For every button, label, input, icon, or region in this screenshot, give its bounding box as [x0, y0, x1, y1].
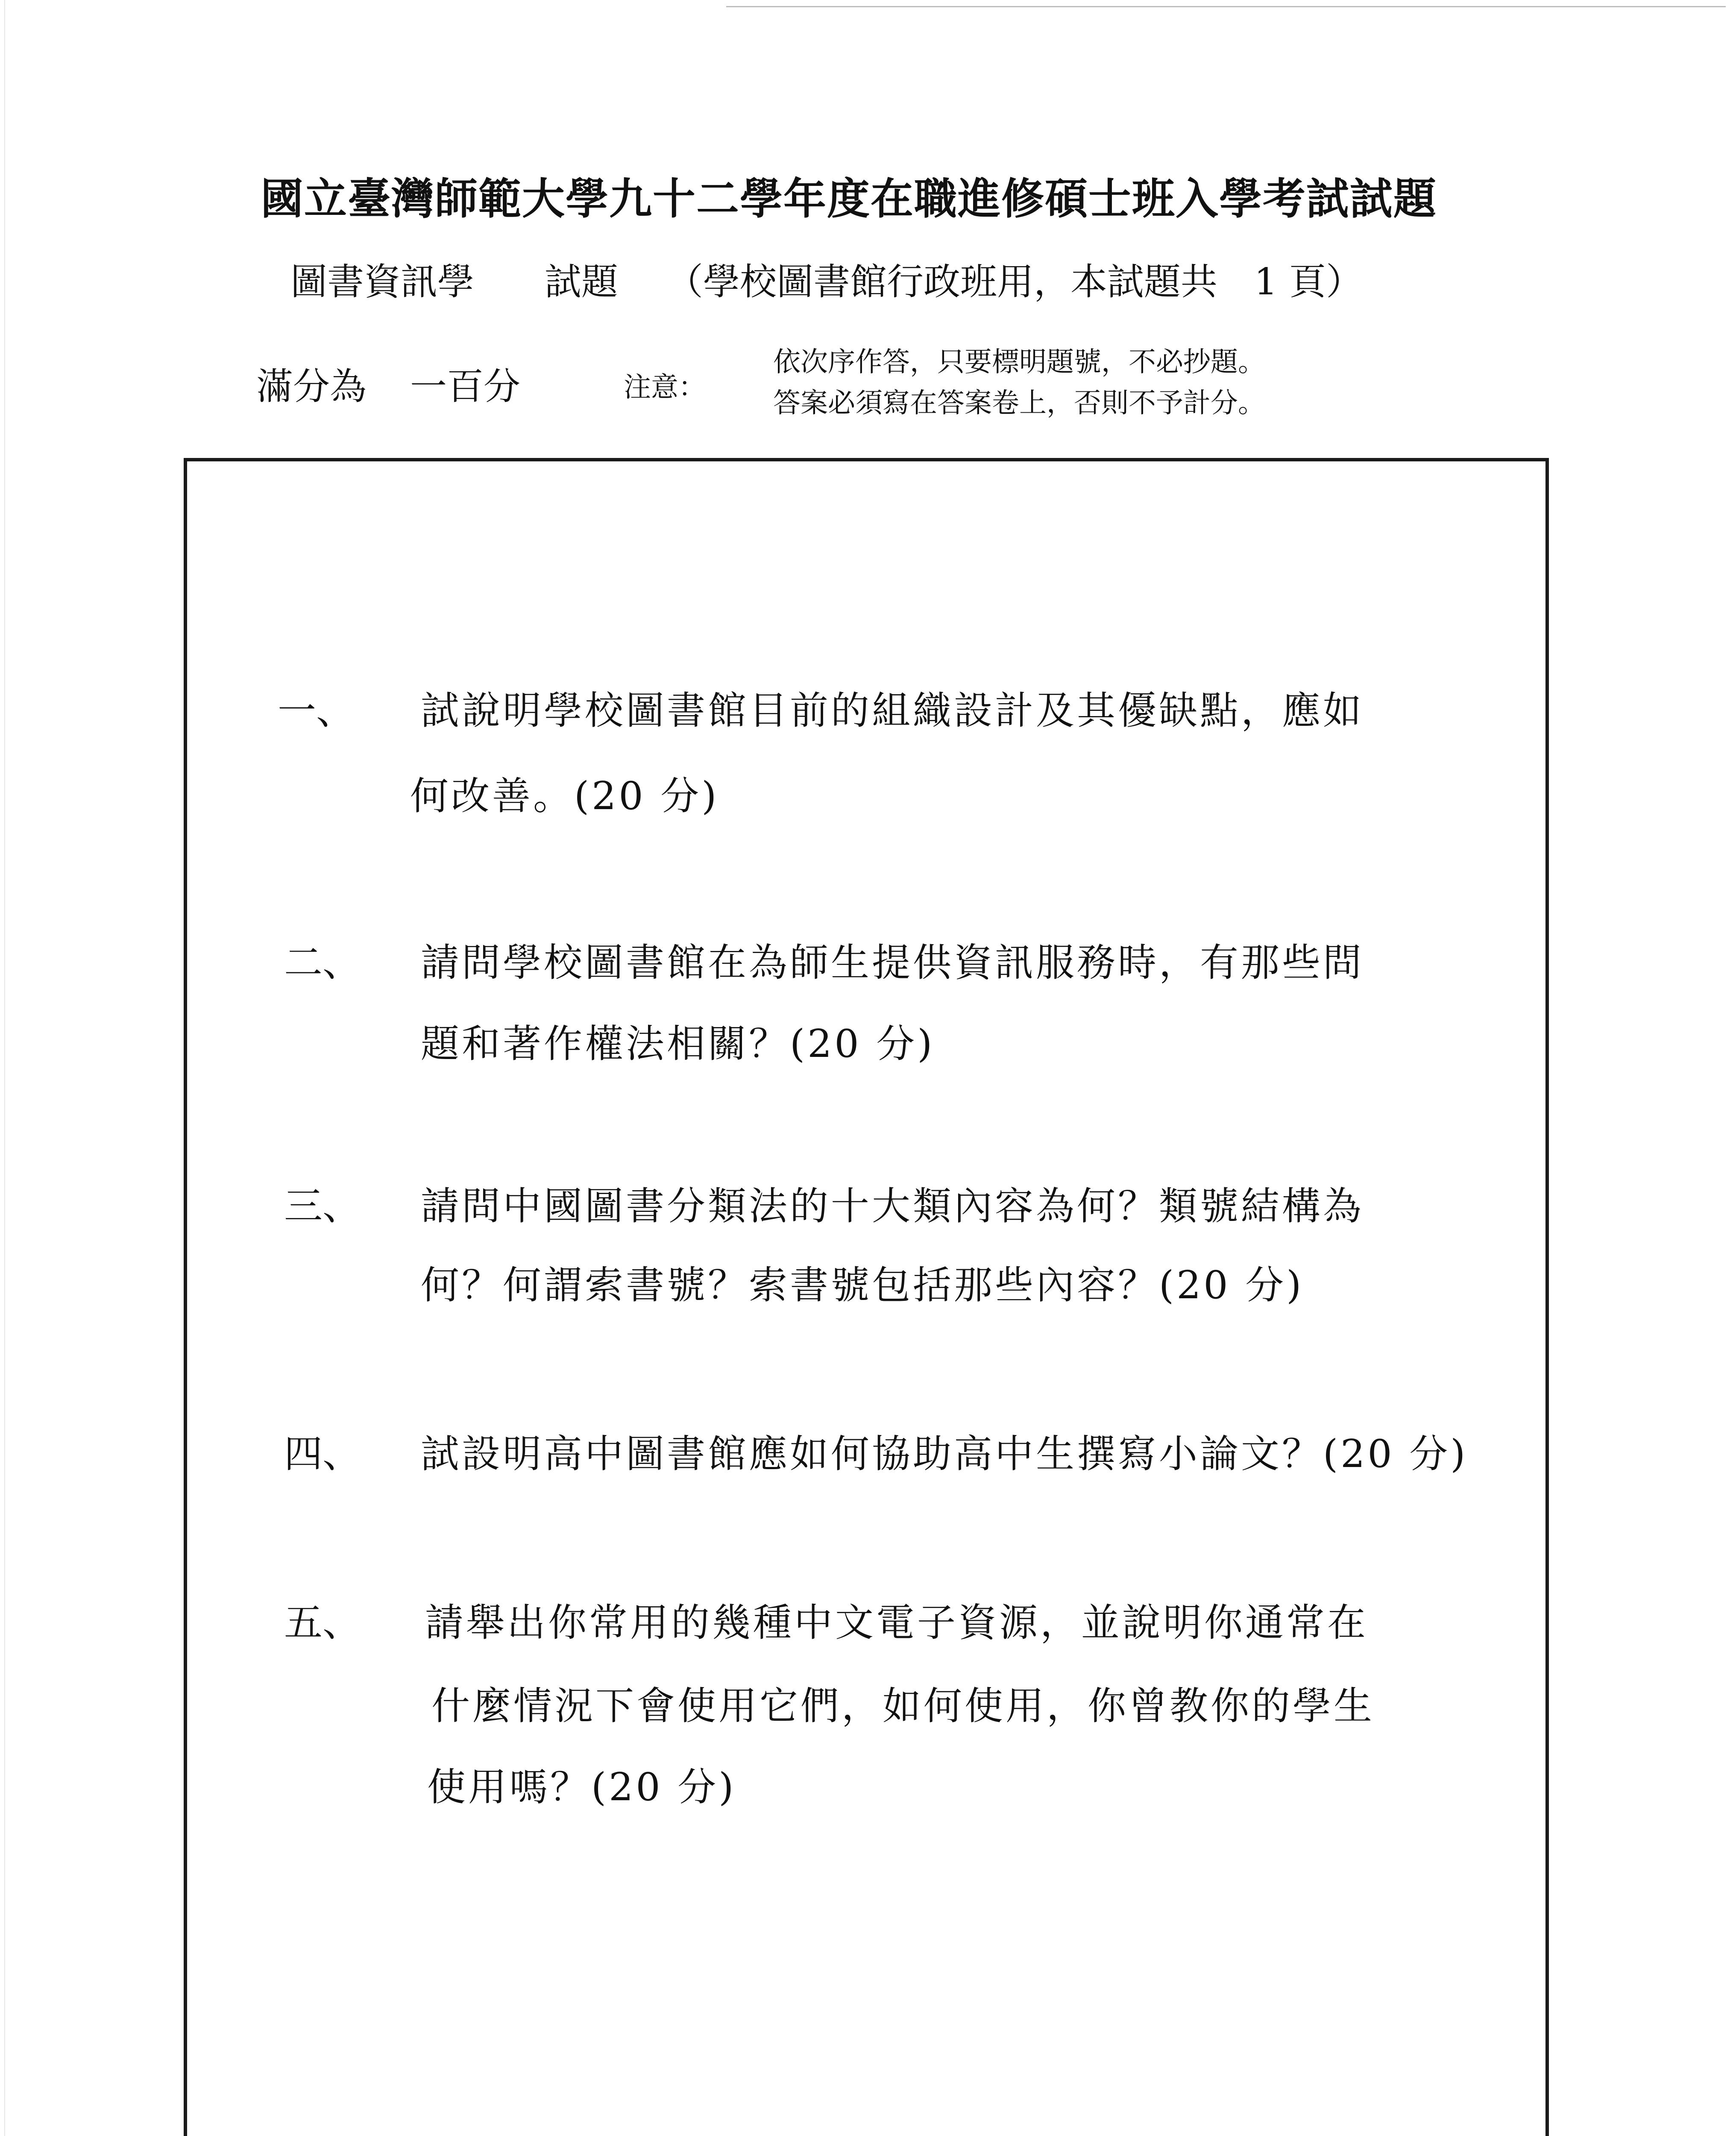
score-label: 滿分為 [256, 365, 367, 408]
question-text: 請問中國圖書分類法的十大類內容為何？類號結構為 [421, 1184, 1364, 1229]
question-text: 何？何謂索書號？索書號包括那些內容？(20 分) [421, 1263, 1304, 1308]
exam-label: 試題 [545, 261, 618, 303]
question-text: 何改善。(20 分) [410, 774, 719, 819]
question-text: 使用嗎？(20 分) [427, 1765, 736, 1810]
notice-line: 答案必須寫在答案卷上，否則不予計分。 [773, 387, 1265, 419]
scan-edge-line [726, 6, 1726, 7]
question-text: 試設明高中圖書館應如何協助高中生撰寫小論文？(20 分) [421, 1432, 1468, 1476]
question-number: 五、 [284, 1600, 361, 1645]
scan-edge-shadow [4, 0, 5, 2136]
question-number: 三、 [284, 1184, 361, 1229]
question-number: 二、 [284, 940, 361, 985]
subject-name: 圖書資訊學 [290, 261, 474, 303]
notice-line: 依次序作答，只要標明題號，不必抄題。 [773, 346, 1265, 378]
question-number: 一、 [278, 688, 355, 733]
question-text: 題和著作權法相關？(20 分) [421, 1021, 935, 1066]
question-text: 試說明學校圖書館目前的組織設計及其優缺點，應如 [421, 688, 1364, 733]
question-text: 請問學校圖書館在為師生提供資訊服務時，有那些問 [421, 940, 1364, 985]
score-value: 一百分 [410, 365, 520, 408]
question-text: 請舉出你常用的幾種中文電子資源，並說明你通常在 [425, 1600, 1368, 1645]
notice-label: 注意： [624, 372, 706, 403]
question-text: 什麼情況下會使用它們，如何使用，你曾教你的學生 [431, 1684, 1375, 1728]
class-note: （學校圖書館行政班用，本試題共 1 頁） [666, 261, 1363, 303]
question-number: 四、 [284, 1432, 361, 1476]
notice-text [773, 342, 1265, 424]
exam-title: 國立臺灣師範大學九十二學年度在職進修碩士班入學考試試題 [261, 173, 1437, 224]
